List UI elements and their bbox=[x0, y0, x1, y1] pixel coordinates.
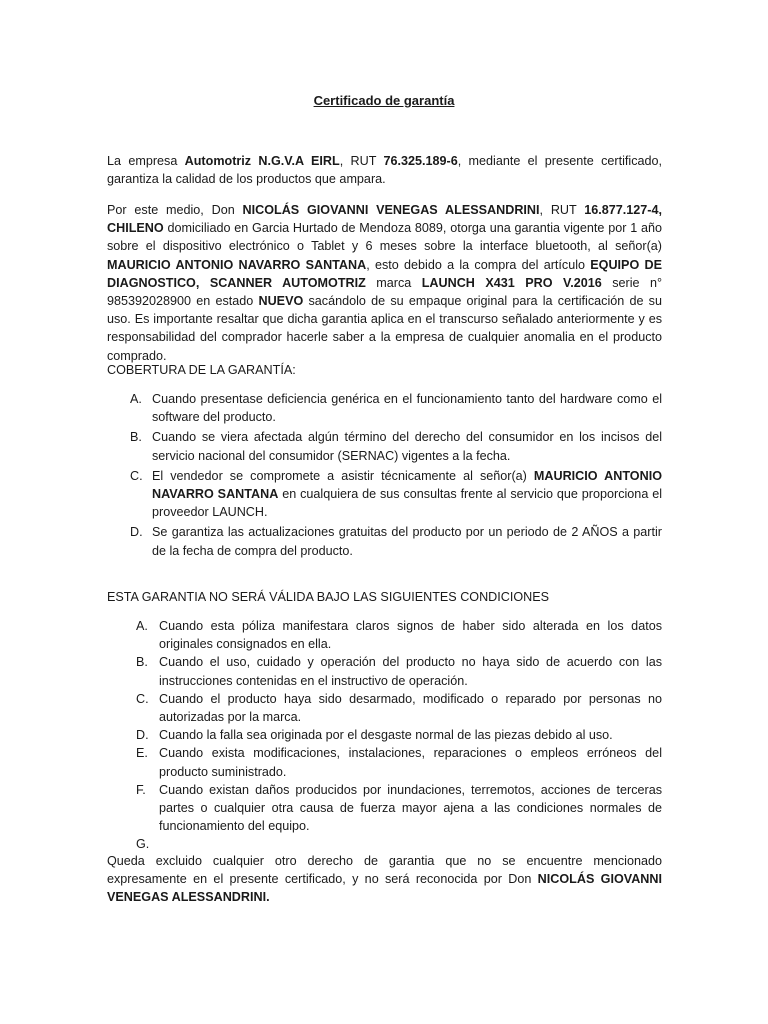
grantor-rut: 16.877.127-4, CHILENO bbox=[107, 203, 663, 236]
list-marker: C. bbox=[130, 468, 143, 483]
coverage-item bbox=[130, 467, 662, 522]
warranty-text-1: Por este medio, Don bbox=[107, 203, 243, 217]
coverage-item bbox=[130, 390, 662, 426]
condition-item bbox=[136, 726, 662, 744]
list-marker: G. bbox=[136, 837, 150, 852]
condition-item bbox=[136, 690, 662, 726]
grantor-name: NICOLÁS GIOVANNI VENEGAS ALESSANDRINI bbox=[242, 203, 540, 217]
buyer-name: MAURICIO ANTONIO NAVARRO SANTANA bbox=[152, 468, 662, 502]
condition-item bbox=[136, 653, 662, 689]
coverage-item-text: Cuando se viera afectada algún término del derecho del consumidor en los incisos del servicio nacional del consumidor (SERNAC) vigentes a la fecha. bbox=[152, 430, 662, 463]
list-marker: D. bbox=[130, 525, 143, 540]
company-name: Automotriz N.G.V.A EIRL bbox=[184, 154, 340, 168]
document-title: Certificado de garantía bbox=[313, 93, 455, 108]
coverage-item bbox=[130, 523, 662, 559]
coverage-heading: COBERTURA DE LA GARANTÍA: bbox=[107, 363, 296, 377]
list-marker: A. bbox=[130, 392, 142, 406]
list-marker: C. bbox=[136, 691, 149, 706]
company-rut: 76.325.189-6 bbox=[383, 154, 458, 168]
warranty-paragraph bbox=[107, 201, 662, 365]
condition-item-text: Cuando el uso, cuidado y operación del producto no haya sido de acuerdo con las instrucciones contenidas en el instructivo de operación. bbox=[159, 655, 662, 688]
coverage-item-text-part: El vendedor se compromete a asistir técnicamente al señor(a) bbox=[152, 468, 534, 483]
product-condition: NUEVO bbox=[258, 294, 304, 309]
list-marker: F. bbox=[136, 782, 146, 797]
list-marker: B. bbox=[136, 655, 148, 670]
coverage-item-text: Se garantiza las actualizaciones gratuitas del producto por un periodo de 2 AÑOS a partir de la fecha de compra del producto. bbox=[152, 525, 662, 558]
list-marker: A. bbox=[136, 619, 148, 633]
condition-item-text: Cuando la falla sea originada por el desgaste normal de las piezas debido al uso. bbox=[159, 728, 613, 743]
warranty-text-7: sacándolo de su empaque original para la certificación de su uso. Es importante resaltar que dicha garantia aplica en el transcurso señalado anteriormente y es responsabilidad del comprador hacerle saber a la empresa de cualquier anomalia en el producto comprado. bbox=[107, 294, 662, 363]
list-marker: B. bbox=[130, 430, 142, 445]
condition-item-text: Cuando exista modificaciones, instalaciones, reparaciones o empleos erróneos del producto suministrado. bbox=[159, 746, 662, 779]
closing-text: Queda excluido cualquier otro derecho de garantia que no se encuentre mencionado expresamente en el presente certificado, y no será reconocida por Don bbox=[107, 854, 662, 887]
warranty-text-6: serie n° 985392028900 en estado bbox=[107, 275, 663, 309]
condition-item bbox=[136, 781, 662, 836]
closing-paragraph bbox=[107, 852, 662, 907]
condition-item-text: Cuando existan daños producidos por inundaciones, terremotos, acciones de terceras partes o cualquier otra causa de fuerza mayor ajena a las condiciones normales de funcionamiento del equipo. bbox=[159, 782, 662, 834]
list-marker: D. bbox=[136, 728, 149, 743]
warranty-text-3: domiciliado en Garcia Hurtado de Mendoza 8089, otorga una garantia vigente por 1 año sobre el dispositivo electrónico o Tablet y 6 meses sobre la interface bluetooth, al señor(a) bbox=[107, 221, 662, 254]
coverage-item bbox=[130, 428, 662, 464]
grantor-name: NICOLÁS GIOVANNI VENEGAS ALESSANDRINI. bbox=[107, 872, 662, 905]
intro-text-3: , mediante el presente certificado, garantiza la calidad de los productos que ampara. bbox=[107, 154, 662, 187]
buyer-name: MAURICIO ANTONIO NAVARRO SANTANA bbox=[107, 257, 367, 272]
coverage-item-text-part: en cualquiera de sus consultas frente al servicio que proporciona el proveedor LAUNCH. bbox=[152, 487, 663, 520]
condition-item bbox=[136, 744, 662, 780]
coverage-item-text bbox=[152, 469, 662, 519]
invalid-conditions-heading: ESTA GARANTIA NO SERÁ VÁLIDA BAJO LAS SIGUIENTES CONDICIONES bbox=[107, 590, 550, 604]
conditions-list bbox=[136, 617, 662, 853]
intro-paragraph bbox=[107, 152, 662, 188]
warranty-text-5: marca bbox=[365, 275, 422, 290]
condition-item bbox=[136, 835, 662, 853]
coverage-list bbox=[130, 390, 662, 560]
warranty-text-4: , esto debido a la compra del artículo bbox=[366, 257, 591, 272]
condition-item-text: Cuando esta póliza manifestara claros signos de haber sido alterada en los datos originales consignados en ella. bbox=[159, 619, 662, 652]
coverage-item-text: Cuando presentase deficiencia genérica en el funcionamiento tanto del hardware como el software del producto. bbox=[152, 392, 662, 425]
list-marker: E. bbox=[136, 746, 148, 761]
intro-text-1: La empresa bbox=[107, 154, 185, 168]
condition-item-text: Cuando el producto haya sido desarmado, modificado o reparado por personas no autorizadas por la marca. bbox=[159, 691, 662, 725]
product-name: EQUIPO DE DIAGNOSTICO, SCANNER AUTOMOTRIZ bbox=[107, 257, 662, 290]
condition-item bbox=[136, 617, 662, 653]
product-model: LAUNCH X431 PRO V.2016 bbox=[421, 275, 602, 290]
intro-text-2: , RUT bbox=[339, 154, 384, 168]
warranty-text-2: , RUT bbox=[539, 203, 585, 217]
